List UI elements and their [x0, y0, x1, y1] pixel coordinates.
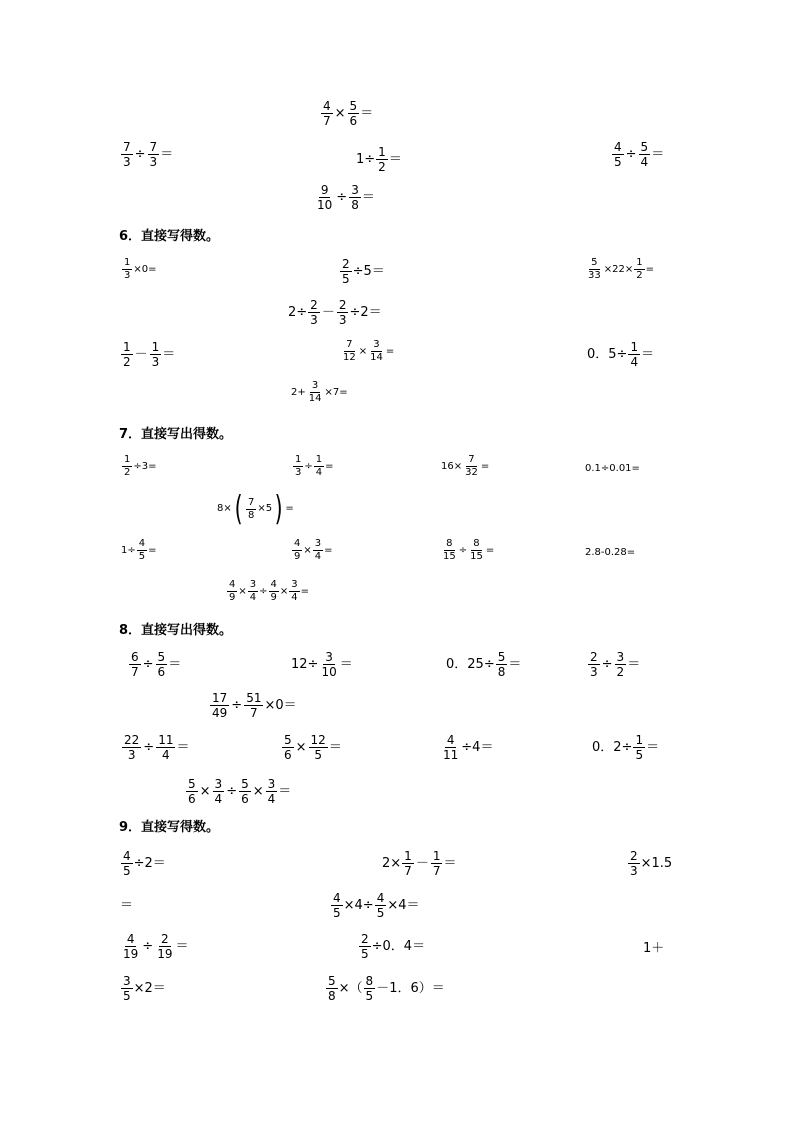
expr-4-9-times-3-4-div-4-9-times-3-4: $\frac{4}{9}$ × $\frac{3}{4}$ ÷ $\frac{4}{9}$ × $\frac{3}{4}$ = — [229, 579, 310, 603]
expr-1-div-4-5: 1÷ $\frac{4}{5}$ = — [121, 538, 157, 562]
expr-12-div-3-10: 12÷ $\frac{3}{10}$ ＝ — [291, 650, 353, 679]
expr-7-12-times-3-14: $\frac{7}{12}$ × $\frac{3}{14}$ = — [343, 339, 395, 363]
expr-1-div-1-2: 1÷ $\frac{1}{2}$ ＝ — [356, 145, 402, 174]
expr-1-3-times-0: $\frac{1}{3}$ ×0= — [124, 257, 157, 281]
section-6-heading: 6．直接写得数。 — [119, 229, 220, 244]
expr-0-5-div-1-4: 0．5÷ $\frac{1}{4}$ ＝ — [587, 340, 655, 369]
expr-2-5-div-5: $\frac{2}{5}$ ÷5＝ — [342, 257, 385, 286]
expr-8-times-paren-7-8-times-5: 8× ( $\frac{7}{8}$ ×5 ) = — [217, 489, 294, 529]
expr-2-5-div-0-4: $\frac{2}{5}$ ÷0．4＝ — [361, 932, 426, 961]
expr-4-9-times-3-4: $\frac{4}{9}$ × $\frac{3}{4}$ = — [294, 538, 333, 562]
expr-2-div-2-3-minus-2-3-div-2: 2÷ $\frac{2}{3}$ － $\frac{2}{3}$ ÷2＝ — [288, 298, 382, 327]
expr-1-plus: 1＋ — [643, 941, 665, 956]
expr-8-15-div-8-15: $\frac{8}{15}$ ÷ $\frac{8}{15}$ = — [443, 538, 495, 562]
expr-4-5-div-5-4: $\frac{4}{5}$ ÷ $\frac{5}{4}$ ＝ — [614, 140, 665, 169]
expr-9-10-div-3-8: $\frac{9}{10}$ ÷ $\frac{3}{8}$ ＝ — [317, 183, 375, 212]
expr-0-25-div-5-8: 0．25÷ $\frac{5}{8}$ ＝ — [446, 650, 522, 679]
expr-0-1-div-0-01: 0.1÷0.01= — [585, 463, 640, 474]
expr-17-49-div-51-7-times-0: $\frac{17}{49}$ ÷ $\frac{51}{7}$ ×0＝ — [212, 691, 297, 720]
expr-1-3-div-1-4: $\frac{1}{3}$ ÷ $\frac{1}{4}$ = — [295, 454, 334, 478]
equals-sign-continued: ＝ — [120, 898, 134, 913]
expr-7-3-div-7-3: $\frac{7}{3}$ ÷ $\frac{7}{3}$ ＝ — [123, 140, 174, 169]
section-7-heading: 7．直接写出得数。 — [119, 427, 233, 442]
expr-0-2-div-1-5: 0．2÷ $\frac{1}{5}$ ＝ — [592, 733, 660, 762]
expr-5-6-times-3-4-div-5-6-times-3-4: $\frac{5}{6}$ × $\frac{3}{4}$ ÷ $\frac{5}{6}$ × $\frac{3}{4}$ ＝ — [188, 777, 292, 806]
expr-2-plus-3-14-times-7: 2+ $\frac{3}{14}$ ×7= — [291, 380, 348, 404]
expr-4-19-div-2-19: $\frac{4}{19}$ ÷ $\frac{2}{19}$ ＝ — [123, 932, 189, 961]
expr-4-5-div-2: $\frac{4}{5}$ ÷2＝ — [123, 849, 166, 878]
expr-5-6-times-12-5: $\frac{5}{6}$ × $\frac{12}{5}$ ＝ — [284, 733, 342, 762]
expr-3-5-times-2: $\frac{3}{5}$ ×2＝ — [123, 974, 166, 1003]
expr-4-5-times-4-div-4-5-times-4: $\frac{4}{5}$ ×4÷ $\frac{4}{5}$ ×4＝ — [333, 891, 420, 920]
expr-4-7-times-5-6: $\frac{4}{7}$ × $\frac{5}{6}$ ＝ — [323, 99, 374, 128]
expr-2-8-minus-0-28: 2.8-0.28= — [585, 547, 636, 558]
expr-6-7-div-5-6: $\frac{6}{7}$ ÷ $\frac{5}{6}$ ＝ — [131, 650, 182, 679]
section-8-heading: 8．直接写出得数。 — [119, 623, 233, 638]
expr-1-2-div-3: $\frac{1}{2}$ ÷3= — [124, 454, 157, 478]
expr-16-times-7-32: 16× $\frac{7}{32}$ = — [441, 454, 490, 478]
expr-2-times-1-7-minus-1-7: 2× $\frac{1}{7}$ － $\frac{1}{7}$ ＝ — [382, 849, 457, 878]
expr-4-11-div-4: $\frac{4}{11}$ ÷4＝ — [443, 733, 494, 762]
expr-2-3-times-1-5: $\frac{2}{3}$ ×1.5 — [630, 849, 673, 878]
expr-5-8-times-paren-8-5-minus-1-6: $\frac{5}{8}$ ×（ $\frac{8}{5}$ －1．6）＝ — [328, 974, 445, 1003]
section-9-heading: 9．直接写得数。 — [119, 820, 220, 835]
expr-2-3-div-3-2: $\frac{2}{3}$ ÷ $\frac{3}{2}$ ＝ — [590, 650, 641, 679]
expr-22-3-div-11-4: $\frac{22}{3}$ ÷ $\frac{11}{4}$ ＝ — [124, 733, 190, 762]
expr-5-33-times-22-times-1-2: $\frac{5}{33}$ ×22× $\frac{1}{2}$ = — [588, 257, 654, 281]
expr-1-2-minus-1-3: $\frac{1}{2}$ － $\frac{1}{3}$ ＝ — [123, 340, 176, 369]
